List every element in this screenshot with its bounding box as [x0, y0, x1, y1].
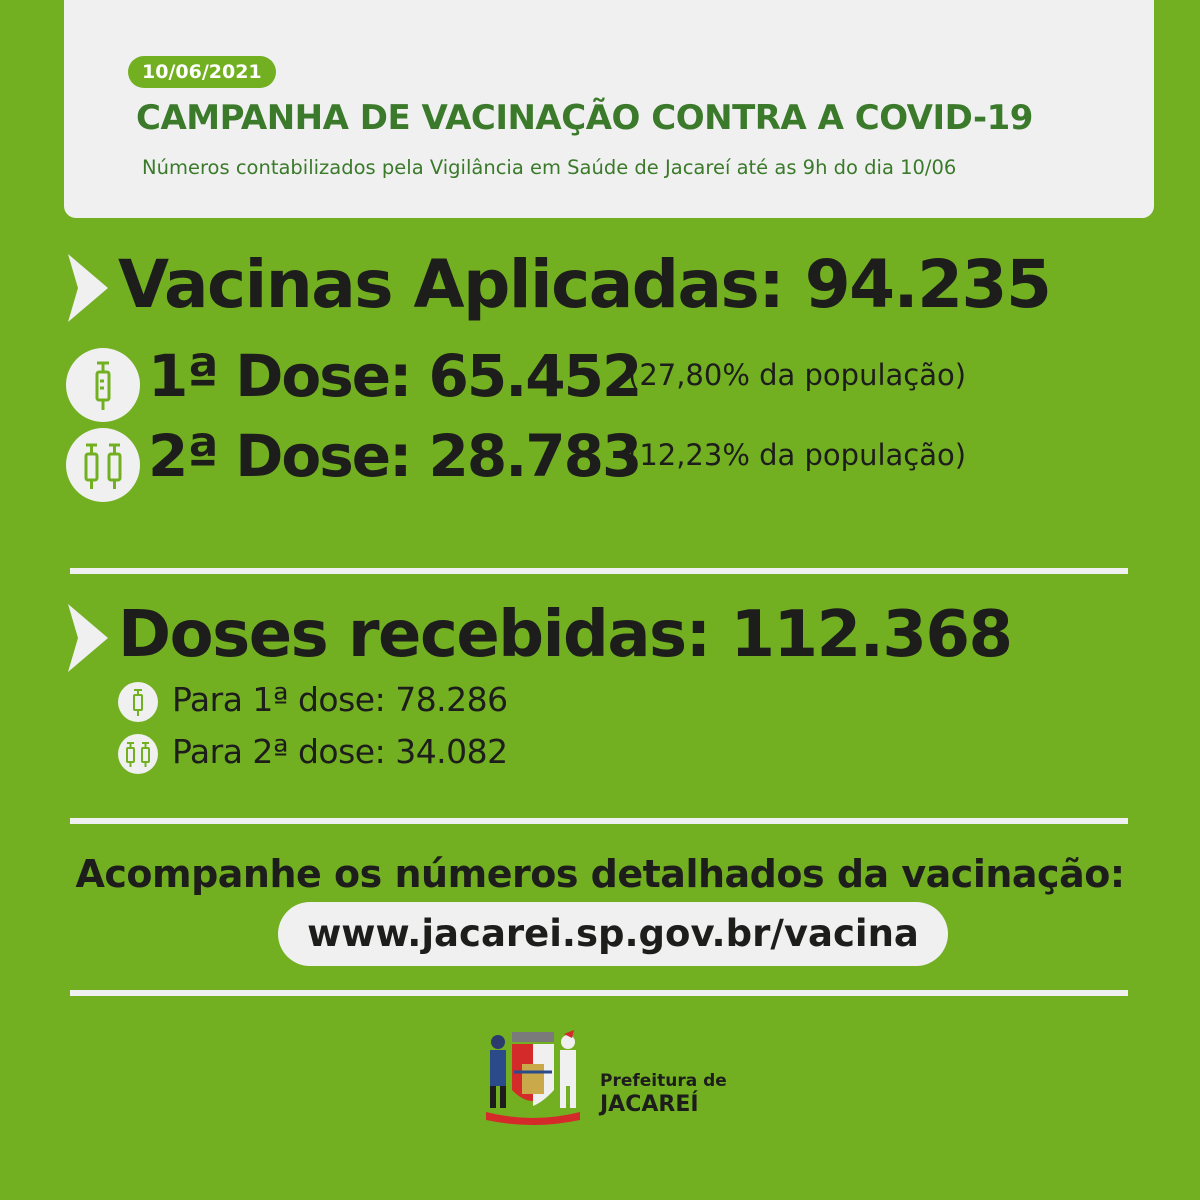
applied-dose2-label: 2ª Dose: 28.783 — [148, 422, 641, 490]
logo-line2: JACAREÍ — [600, 1091, 699, 1117]
single-syringe-icon — [118, 682, 158, 722]
applied-dose2-percent: (12,23% da população) — [628, 438, 967, 472]
campaign-title: CAMPANHA DE VACINAÇÃO CONTRA A COVID-19 — [136, 98, 1033, 138]
follow-text: Acompanhe os números detalhados da vacinação: — [75, 852, 1125, 896]
divider — [70, 568, 1128, 574]
single-syringe-icon — [66, 348, 140, 422]
divider — [70, 990, 1128, 996]
divider — [70, 818, 1128, 824]
applied-dose1-percent: (27,80% da população) — [628, 358, 967, 392]
received-heading: Doses recebidas: 112.368 — [118, 598, 1012, 672]
received-dose1-label: Para 1ª dose: 78.286 — [172, 680, 508, 719]
applied-dose1-label: 1ª Dose: 65.452 — [148, 342, 641, 410]
logo-line1: Prefeitura de — [600, 1071, 727, 1091]
double-syringe-icon — [118, 734, 158, 774]
campaign-subtitle: Números contabilizados pela Vigilância em Saúde de Jacareí até as 9h do dia 10/06 — [142, 156, 957, 179]
vaccine-url-link[interactable]: www.jacarei.sp.gov.br/vacina — [278, 902, 948, 966]
arrow-right-icon — [66, 252, 110, 324]
arrow-right-icon — [66, 602, 110, 674]
applied-heading: Vacinas Aplicadas: 94.235 — [118, 246, 1051, 323]
received-dose2-label: Para 2ª dose: 34.082 — [172, 732, 508, 771]
prefeitura-logo-text — [600, 1072, 727, 1117]
date-badge: 10/06/2021 — [128, 56, 276, 88]
double-syringe-icon — [66, 428, 140, 502]
